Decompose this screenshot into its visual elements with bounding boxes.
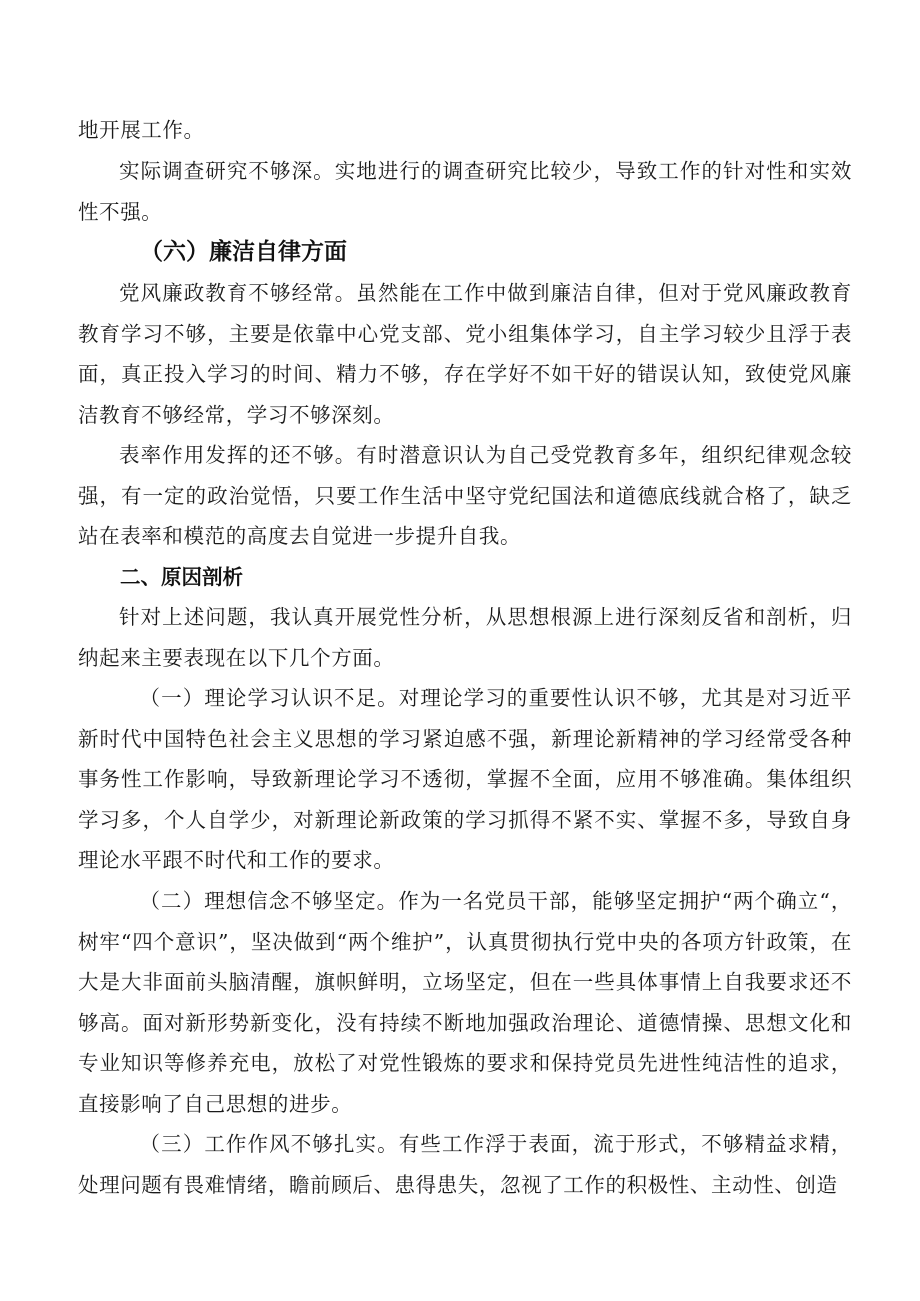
paragraph-education: 党风廉政教育不够经常。虽然能在工作中做到廉洁自律，但对于党风廉政教育教育学习不够，主要是依靠中心党支部、党小组集体学习，自主学习较少且浮于表面，真正投入学习的时间、精力不够，存在学好不如干好的错误认知，致使党风廉洁教育不够经常，学习不够深刻。 (78, 281, 852, 427)
paragraph-intro: 针对上述问题，我认真开展党性分析，从思想根源上进行深刻反省和剖析，归纳起来主要表现在以下几个方面。 (78, 605, 852, 670)
paragraph-example: 表率作用发挥的还不够。有时潜意识认为自己受党教育多年，组织纪律观念较强，有一定的政治觉悟，只要工作生活中坚守党纪国法和道德底线就合格了，缺乏站在表率和模范的高度去自觉进一步提升自我。 (78, 443, 852, 549)
paragraph-theory-study: （一）理论学习认识不足。对理论学习的重要性认识不够，尤其是对习近平新时代中国特色社会主义思想的学习紧迫感不强，新理论新精神的学习经常受各种事务性工作影响，导致新理论学习不透彻，掌握不全面，应用不够准确。集体组织学习多，个人自学少，对新理论新政策的学习抓得不紧不实、掌握不多，导致自身理论水平跟不时代和工作的要求。 (78, 686, 852, 873)
heading-integrity: （六）廉洁自律方面 (140, 239, 347, 265)
paragraph-work-style: （三）工作作风不够扎实。有些工作浮于表面，流于形式，不够精益求精，处理问题有畏难情绪，瞻前顾后、患得患失，忽视了工作的积极性、主动性、创造 (78, 1132, 852, 1197)
paragraph-continuation: 地开展工作。 (78, 118, 205, 142)
paragraph-ideals: （二）理想信念不够坚定。作为一名党员干部，能够坚定拥护“两个确立“，树牢“四个意识”，坚决做到“两个维护”，认真贯彻执行党中央的各项方针政策，在大是大非面前头脑清醒，旗帜鲜明，立场坚定，但在一些具体事情上自我要求还不够高。面对新形势新变化，没有持续不断地加强政治理论、道德情操、思想文化和专业知识等修养充电，放松了对党性锻炼的要求和保持党员先进性纯洁性的追求，直接影响了自己思想的进步。 (78, 889, 852, 1116)
paragraph-research: 实际调查研究不够深。实地进行的调查研究比较少，导致工作的针对性和实效性不强。 (78, 159, 852, 224)
heading-cause-analysis: 二、原因剖析 (120, 565, 243, 589)
